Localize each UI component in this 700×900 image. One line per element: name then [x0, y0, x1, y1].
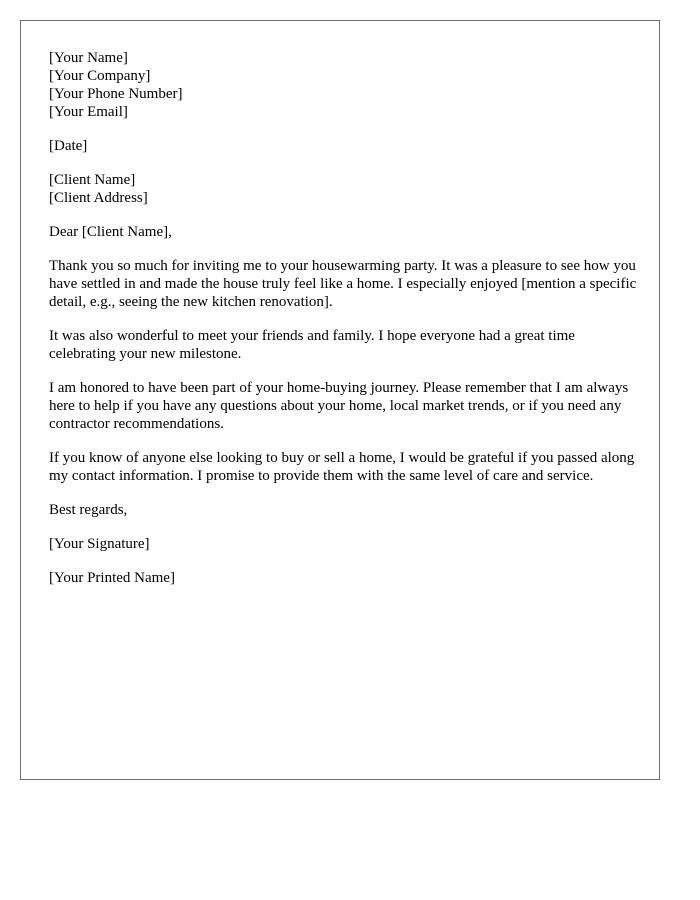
date-block — [49, 137, 639, 155]
body-paragraph-3: I am honored to have been part of your home-buying journey. Please remember that I am always here to help if you have any questions about your home, local market trends, or if you need any contractor recommendations. — [49, 380, 629, 432]
recipient-name: [Client Name] — [49, 172, 136, 188]
signature: [Your Signature] — [49, 536, 150, 552]
recipient-address: [Client Address] — [49, 190, 148, 206]
body-paragraph-2: It was also wonderful to meet your friends and family. I hope everyone had a great time celebrating your new milestone. — [49, 328, 575, 362]
printed-name: [Your Printed Name] — [49, 570, 175, 586]
sender-block — [49, 49, 639, 121]
closing: Best regards, — [49, 502, 128, 518]
body-paragraph-4: If you know of anyone else looking to buy or sell a home, I would be grateful if you passed along my contact information. I promise to provide them with the same level of care and service. — [49, 450, 635, 484]
body-paragraph-1: Thank you so much for inviting me to your housewarming party. It was a pleasure to see how you have settled in and made the house truly feel like a home. I especially enjoyed [mention a specific detail, e.g., seeing the new kitchen renovation]. — [49, 258, 637, 310]
salutation: Dear [Client Name], — [49, 224, 172, 240]
letter-date: [Date] — [49, 138, 88, 154]
recipient-block — [49, 171, 639, 207]
sender-company: [Your Company] — [49, 68, 151, 84]
letter-page — [20, 20, 660, 780]
letter-content — [49, 49, 639, 603]
sender-name: [Your Name] — [49, 50, 128, 66]
sender-email: [Your Email] — [49, 104, 128, 120]
sender-phone: [Your Phone Number] — [49, 86, 183, 102]
